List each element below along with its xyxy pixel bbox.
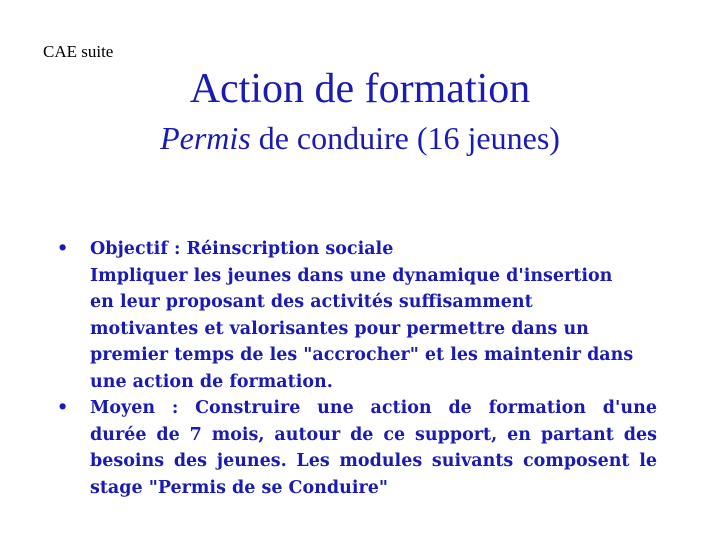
bullet-objectif — [57, 236, 657, 395]
subtitle-rest: de conduire (16 jeunes) — [250, 120, 560, 156]
bullet-line: motivantes et valorisantes pour permettre dans un — [90, 318, 589, 339]
bullet-moyen — [57, 395, 657, 501]
bullet-line: durée de 7 mois, autour de ce support, en partant des — [90, 424, 657, 445]
corner-label: CAE suite — [43, 42, 114, 61]
bullet-line: Impliquer les jeunes dans une dynamique d'insertion — [90, 265, 613, 286]
bullet-line: premier temps de les "accrocher" et les maintenir dans — [90, 345, 634, 365]
bullet-line: une action de formation. — [90, 371, 333, 392]
bullet-line: stage "Permis de se Conduire" — [90, 477, 388, 498]
subtitle-emphasis: Permis — [160, 120, 251, 156]
bullet-line: en leur proposant des activités suffisamment — [90, 292, 533, 312]
bullet-dot-icon: • — [57, 239, 69, 259]
bullet-line: Objectif : Réinscription sociale — [90, 239, 394, 259]
bullet-dot-icon: • — [57, 398, 69, 418]
slide-subtitle — [0, 121, 720, 156]
bullet-list — [57, 236, 657, 501]
bullet-line: Moyen : Construire une action de formation d'une — [90, 398, 657, 418]
bullet-line: besoins des jeunes. Les modules suivants composent le — [90, 451, 657, 471]
slide-title: Action de formation — [189, 66, 531, 112]
